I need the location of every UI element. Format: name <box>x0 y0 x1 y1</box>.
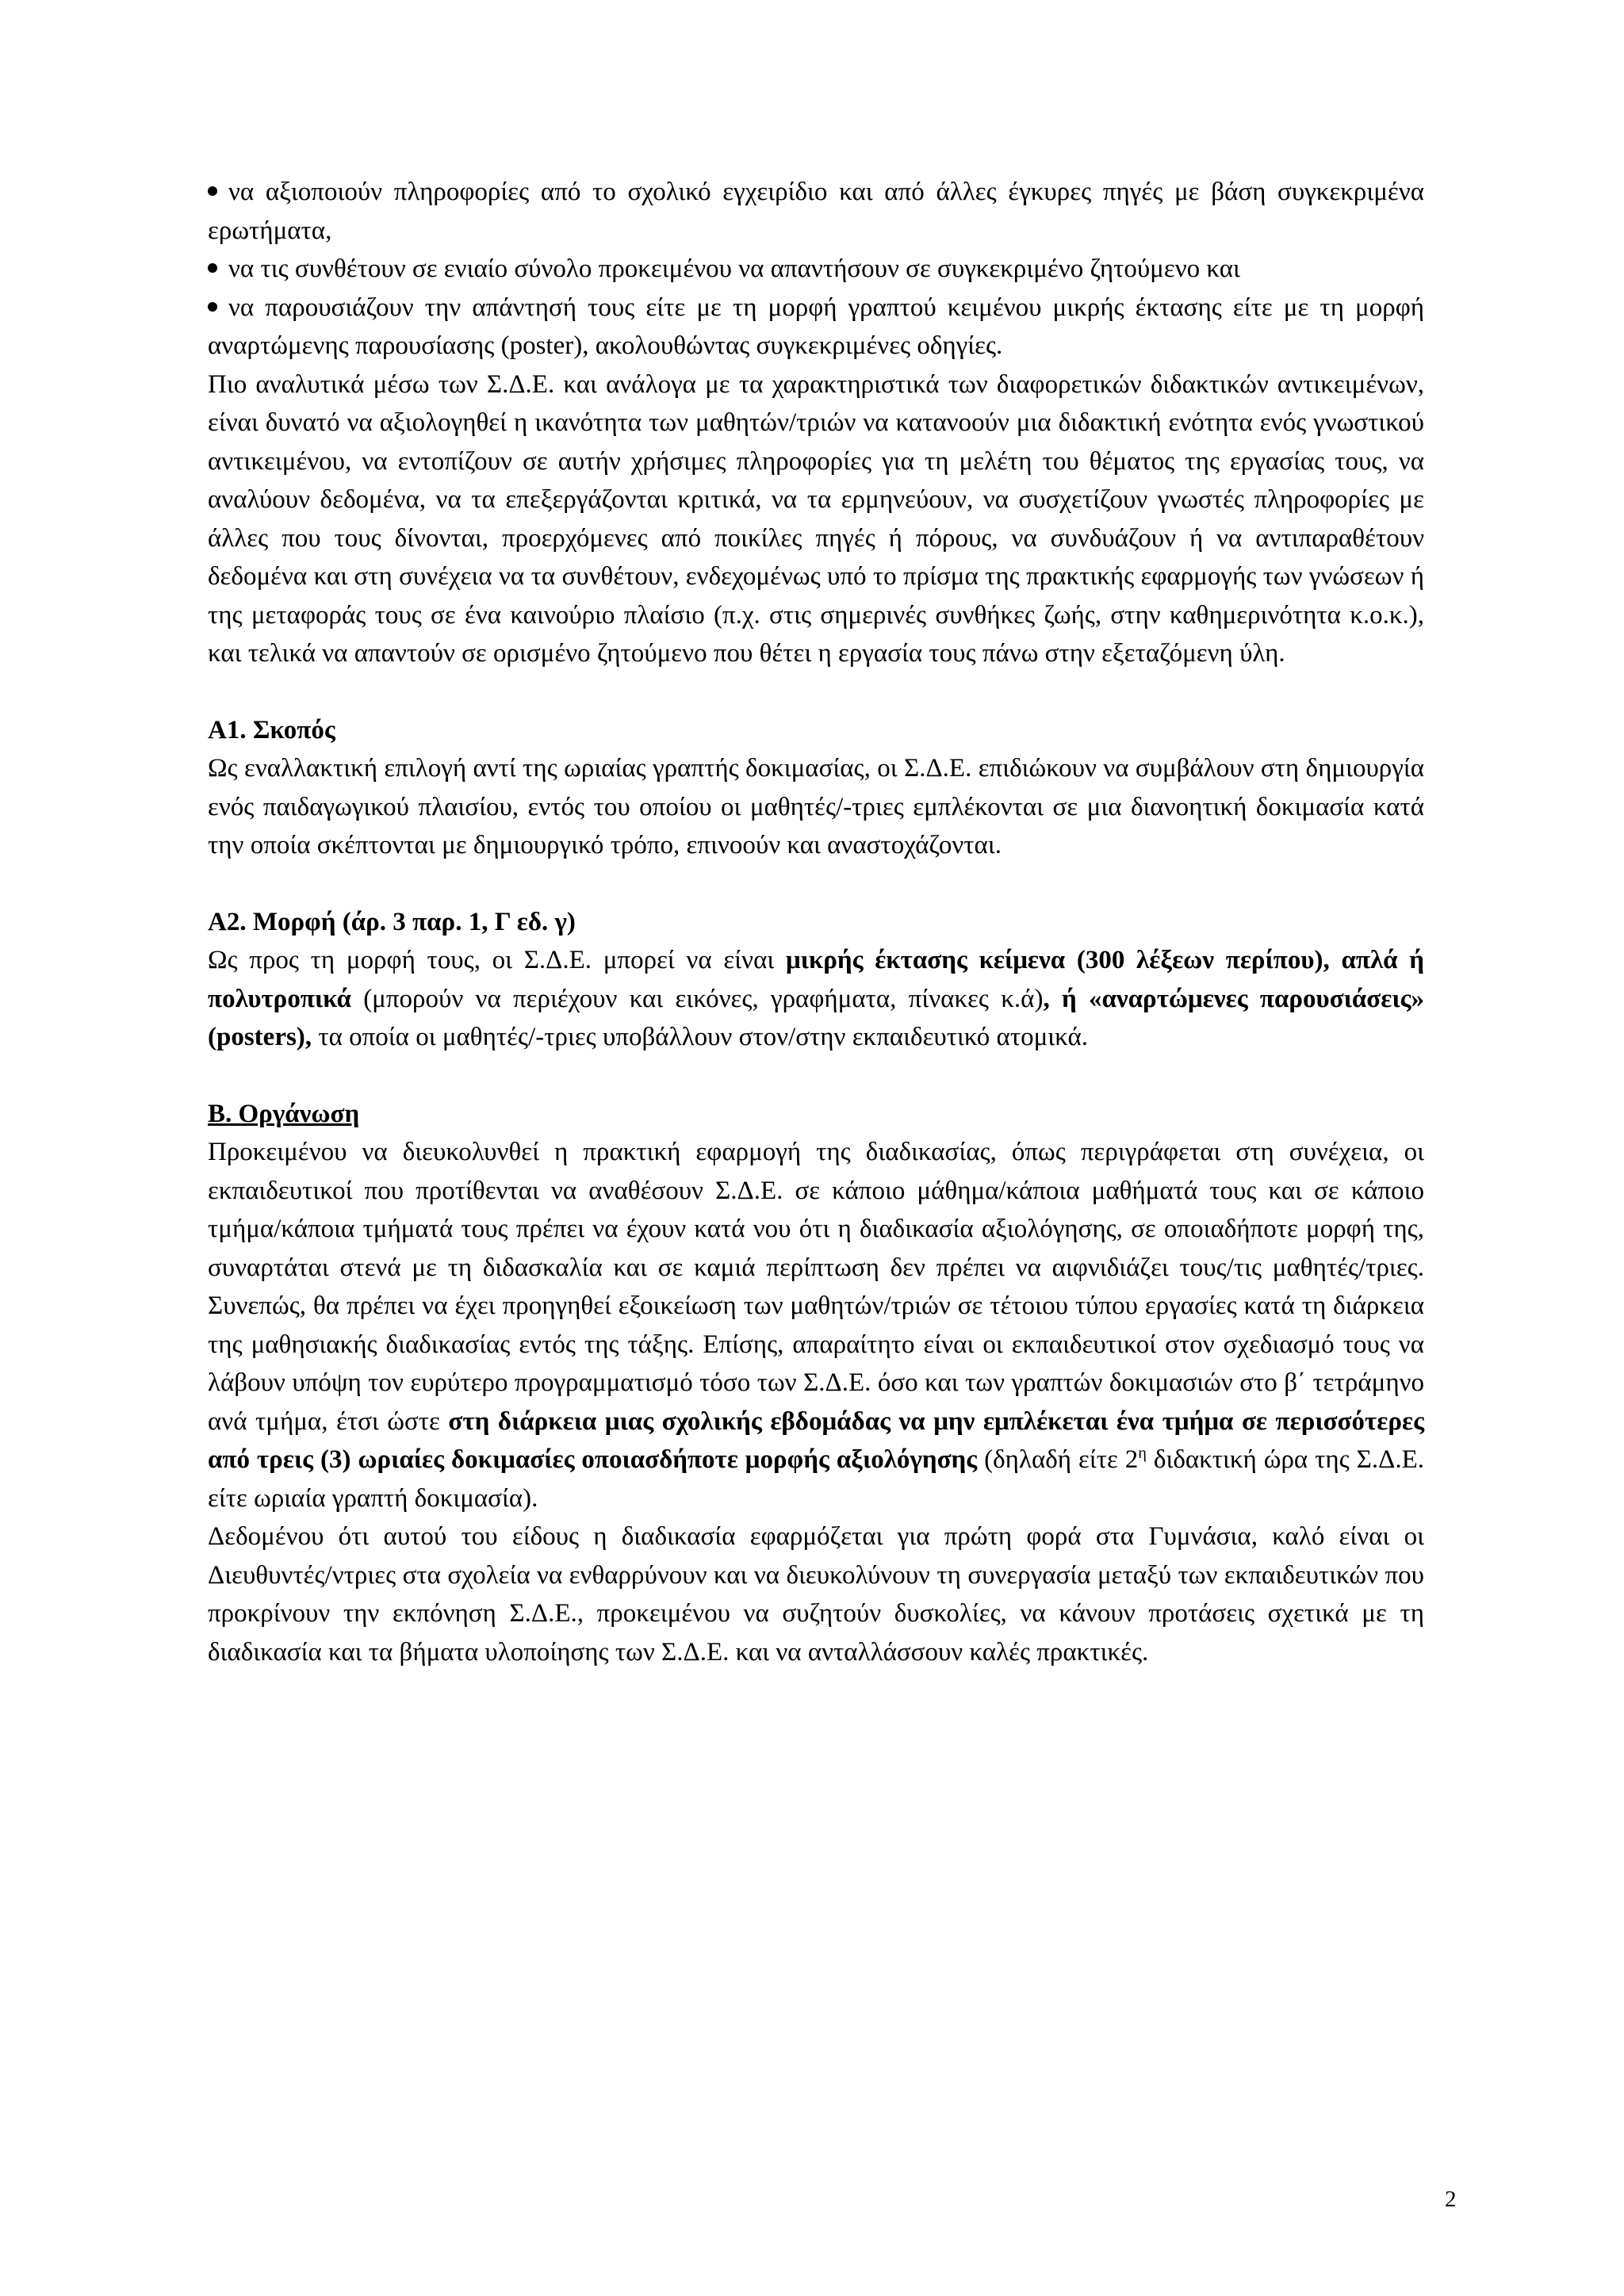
bold-text-run: , ή «αναρτώμενες παρουσιάσεις» (posters), <box>208 984 1424 1051</box>
bullet-icon <box>208 263 217 273</box>
list-item-text: να αξιοποιούν πληροφορίες από το σχολικό εγχειρίδιο και από άλλες έγκυρες πηγές με βάση συγκεκριμένα ερωτήματα, <box>208 178 1424 245</box>
page-number: 2 <box>1445 2187 1457 2212</box>
bold-text-run: μικρής έκτασης κείμενα (300 λέξεων περίπου), απλά ή πολυτροπικά <box>208 946 1425 1013</box>
section-heading-a2: Α2. Μορφή (άρ. 3 παρ. 1, Γ εδ. γ) <box>208 907 576 936</box>
list-item <box>208 289 1424 365</box>
intro-paragraph: Πιο αναλυτικά μέσω των Σ.Δ.Ε. και ανάλογα με τα χαρακτηριστικά των διαφορετικών διδακτικών αντικειμένων, είναι δυνατό να αξιολογηθεί η ικανότητα των μαθητών/τριών να κατανοούν μια διδακτική ενότητα ενός γνωστικού αντικειμένου, να εντοπίζουν σε αυτήν χρήσιμες πληροφορίες για τη μελέτη του θέματος της εργασίας τους, να αναλύουν δεδομένα, να τα επεξεργάζονται κριτικά, να τα ερμηνεύουν, να συσχετίζουν γνωστές πληροφορίες με άλλες που τους δίνονται, προερχόμενες από ποικίλες πηγές ή πόρους, να συνδυάζουν ή να αντιπαραθέτουν δεδομένα και στη συνέχεια να τα συνθέτουν, ενδεχομένως υπό το πρίσμα της πρακτικής εφαρμογής των γνώσεων ή της μεταφοράς τους σε ένα καινούριο πλαίσιο (π.χ. στις σημερινές συνθήκες ζωής, στην καθημερινότητα κ.ο.κ.), και τελικά να απαντούν σε ορισμένο ζητούμενο που θέτει η εργασία τους πάνω στην εξεταζόμενη ύλη. <box>208 369 1424 668</box>
spacer <box>208 673 1424 711</box>
list-item-text: να παρουσιάζουν την απάντησή τους είτε με τη μορφή γραπτού κειμένου μικρής έκτασης είτε με τη μορφή αναρτώμενης παρουσίασης (poster), ακολουθώντας συγκεκριμένες οδηγίες. <box>208 293 1424 360</box>
superscript: η <box>1138 1445 1147 1462</box>
text-run: Ως προς τη μορφή τους, οι Σ.Δ.Ε. μπορεί να είναι <box>208 946 786 974</box>
text-run: (μπορούν να περιέχουν και εικόνες, γραφήματα, πίνακες κ.ά) <box>350 984 1044 1013</box>
section-a2-paragraph <box>208 941 1424 1057</box>
spacer <box>208 865 1424 903</box>
text-run: διδακτική ώρα της Σ.Δ.Ε. είτε ωριαία γραπτή δοκιμασία). <box>208 1445 1425 1513</box>
text-run: (δηλαδή είτε 2 <box>977 1445 1139 1474</box>
objectives-list <box>208 173 1424 365</box>
bold-text-run: στη διάρκεια μιας σχολικής εβδομάδας να μην εμπλέκεται ένα τμήμα σε περισσότερες από τρεις (3) ωριαίες δοκιμασίες οποιασδήποτε μορφής αξιολόγησης <box>208 1406 1425 1474</box>
section-a1-paragraph: Ως εναλλακτική επιλογή αντί της ωριαίας γραπτής δοκιμασίας, οι Σ.Δ.Ε. επιδιώκουν να συμβάλουν στη δημιουργία ενός παιδαγωγικού πλαισίου, εντός του οποίου οι μαθητές/-τριες εμπλέκονται σε μια διανοητική δοκιμασία κατά την οποία σκέπτονται με δημιουργικό τρόπο, επινοούν και αναστοχάζονται. <box>208 754 1424 859</box>
section-heading-a1: Α1. Σκοπός <box>208 715 335 744</box>
list-item-text: να τις συνθέτουν σε ενιαίο σύνολο προκειμένου να απαντήσουν σε συγκεκριμένο ζητούμενο και <box>228 254 1240 283</box>
section-b-paragraph-2: Δεδομένου ότι αυτού του είδους η διαδικασία εφαρμόζεται για πρώτη φορά στα Γυμνάσια, καλό είναι οι Διευθυντές/ντριες στα σχολεία να ενθαρρύνουν και να διευκολύνουν τη συνεργασία μεταξύ των εκπαιδευτικών που προκρίνουν την εκπόνηση Σ.Δ.Ε., προκειμένου να συζητούν δυσκολίες, να κάνουν προτάσεις σχετικά με τη διαδικασία και τα βήματα υλοποίησης των Σ.Δ.Ε. και να ανταλλάσσουν καλές πρακτικές. <box>208 1522 1424 1667</box>
section-b-paragraph-1 <box>208 1133 1424 1517</box>
text-run: Προκειμένου να διευκολυνθεί η πρακτική εφαρμογή της διαδικασίας, όπως περιγράφεται στη συνέχεια, οι εκπαιδευτικοί που προτίθενται να αναθέσουν Σ.Δ.Ε. σε κάποιο μάθημα/κάποια μαθήματά τους και σε κάποιο τμήμα/κάποια τμήματά τους πρέπει να έχουν κατά νου ότι η διαδικασία αξιολόγησης, σε οποιαδήποτε μορφή της, συναρτάται στενά με τη διδασκαλία και σε καμιά περίπτωση δεν πρέπει να αιφνιδιάζει τους/τις μαθητές/τριες. Συνεπώς, θα πρέπει να έχει προηγηθεί εξοικείωση των μαθητών/τριών σε τέτοιου τύπου εργασίες κατά τη διάρκεια της μαθησιακής διαδικασίας εντός της τάξης. Επίσης, απαραίτητο είναι οι εκπαιδευτικοί στον σχεδιασμό τους να λάβουν υπόψη τον ευρύτερο προγραμματισμό τόσο των Σ.Δ.Ε. όσο και των γραπτών δοκιμασιών στο β΄ τετράμηνο ανά τμήμα, έτσι ώστε <box>208 1138 1424 1436</box>
text-run: τα οποία οι μαθητές/-τριες υποβάλλουν στον/στην εκπαιδευτικό ατομικά. <box>312 1023 1089 1051</box>
spacer <box>208 1057 1424 1095</box>
bullet-icon <box>208 302 217 312</box>
list-item <box>208 250 1424 289</box>
list-item <box>208 173 1424 250</box>
bullet-icon <box>208 186 217 196</box>
document-body <box>208 173 1424 1671</box>
section-heading-b: Β. Οργάνωση <box>208 1099 360 1128</box>
